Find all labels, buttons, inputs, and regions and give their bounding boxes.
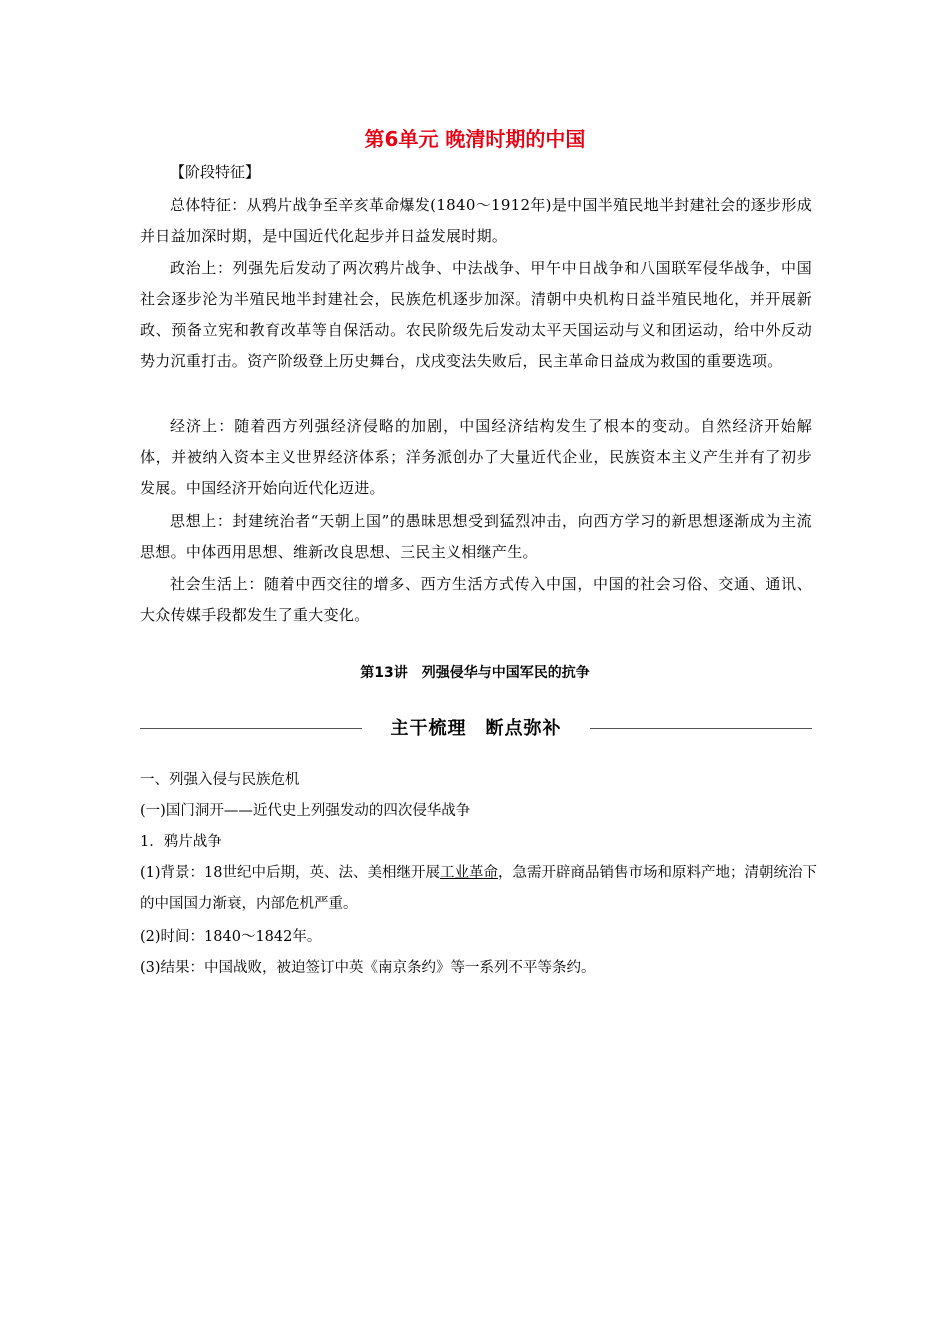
- background-prefix: (1)背景：18世纪中后期，英、法、美相继开展: [140, 865, 440, 881]
- background-item: [140, 858, 820, 920]
- overall-features-paragraph: 总体特征：从鸦片战争至辛亥革命爆发(1840～1912年)是中国半殖民地半封建社会的逐步形成并日益加深时期，是中国近代化起步并日益发展时期。: [140, 196, 812, 245]
- banner-right-rule: [590, 728, 812, 729]
- banner-left-rule: [140, 728, 362, 729]
- ideology-paragraph: 思想上：封建统治者“天朝上国”的愚昧思想受到猛烈冲击，向西方学习的新思想逐渐成为主流思想。中体西用思想、维新改良思想、三民主义相继产生。: [140, 512, 812, 561]
- outline-heading-1: 一、列强入侵与民族危机: [140, 772, 300, 788]
- lecture-title: 第13讲 列强侵华与中国军民的抗争: [360, 665, 590, 681]
- economic-paragraph: 经济上：随着西方列强经济侵略的加剧，中国经济结构发生了根本的变动。自然经济开始解体，并被纳入资本主义世界经济体系；洋务派创办了大量近代企业，民族资本主义产生并有了初步发展。中国经济开始向近代化迈进。: [140, 417, 812, 497]
- social-life-paragraph: 社会生活上：随着中西交往的增多、西方生活方式传入中国，中国的社会习俗、交通、通讯、大众传媒手段都发生了重大变化。: [140, 575, 812, 624]
- outline-heading-2: (一)国门洞开——近代史上列强发动的四次侵华战争: [140, 803, 471, 819]
- section-banner: [140, 714, 812, 744]
- underlined-term: 工业革命: [440, 865, 498, 881]
- time-item: (2)时间：1840～1842年。: [140, 929, 322, 945]
- stage-features-label: 【阶段特征】: [170, 163, 261, 181]
- background-suffix: ，急需开辟商品销售市场和原料产地；清朝统治下的中国国力渐衰，内部危机严重。: [140, 865, 817, 912]
- section-banner-text: 主干梳理 断点弥补: [390, 718, 562, 739]
- political-paragraph: 政治上：列强先后发动了两次鸦片战争、中法战争、甲午中日战争和八国联军侵华战争，中国社会逐步沦为半殖民地半封建社会，民族危机逐步加深。清朝中央机构日益半殖民地化，并开展新政、预备立宪和教育改革等自保活动。农民阶级先后发动太平天国运动与义和团运动，给中外反动势力沉重打击。资产阶级登上历史舞台，戊戌变法失败后，民主革命日益成为救国的重要选项。: [140, 259, 812, 370]
- outline-heading-3: 1．鸦片战争: [140, 834, 222, 850]
- result-item: (3)结果：中国战败，被迫签订中英《南京条约》等一系列不平等条约。: [140, 960, 596, 976]
- unit-title: 第6单元 晚清时期的中国: [364, 127, 586, 151]
